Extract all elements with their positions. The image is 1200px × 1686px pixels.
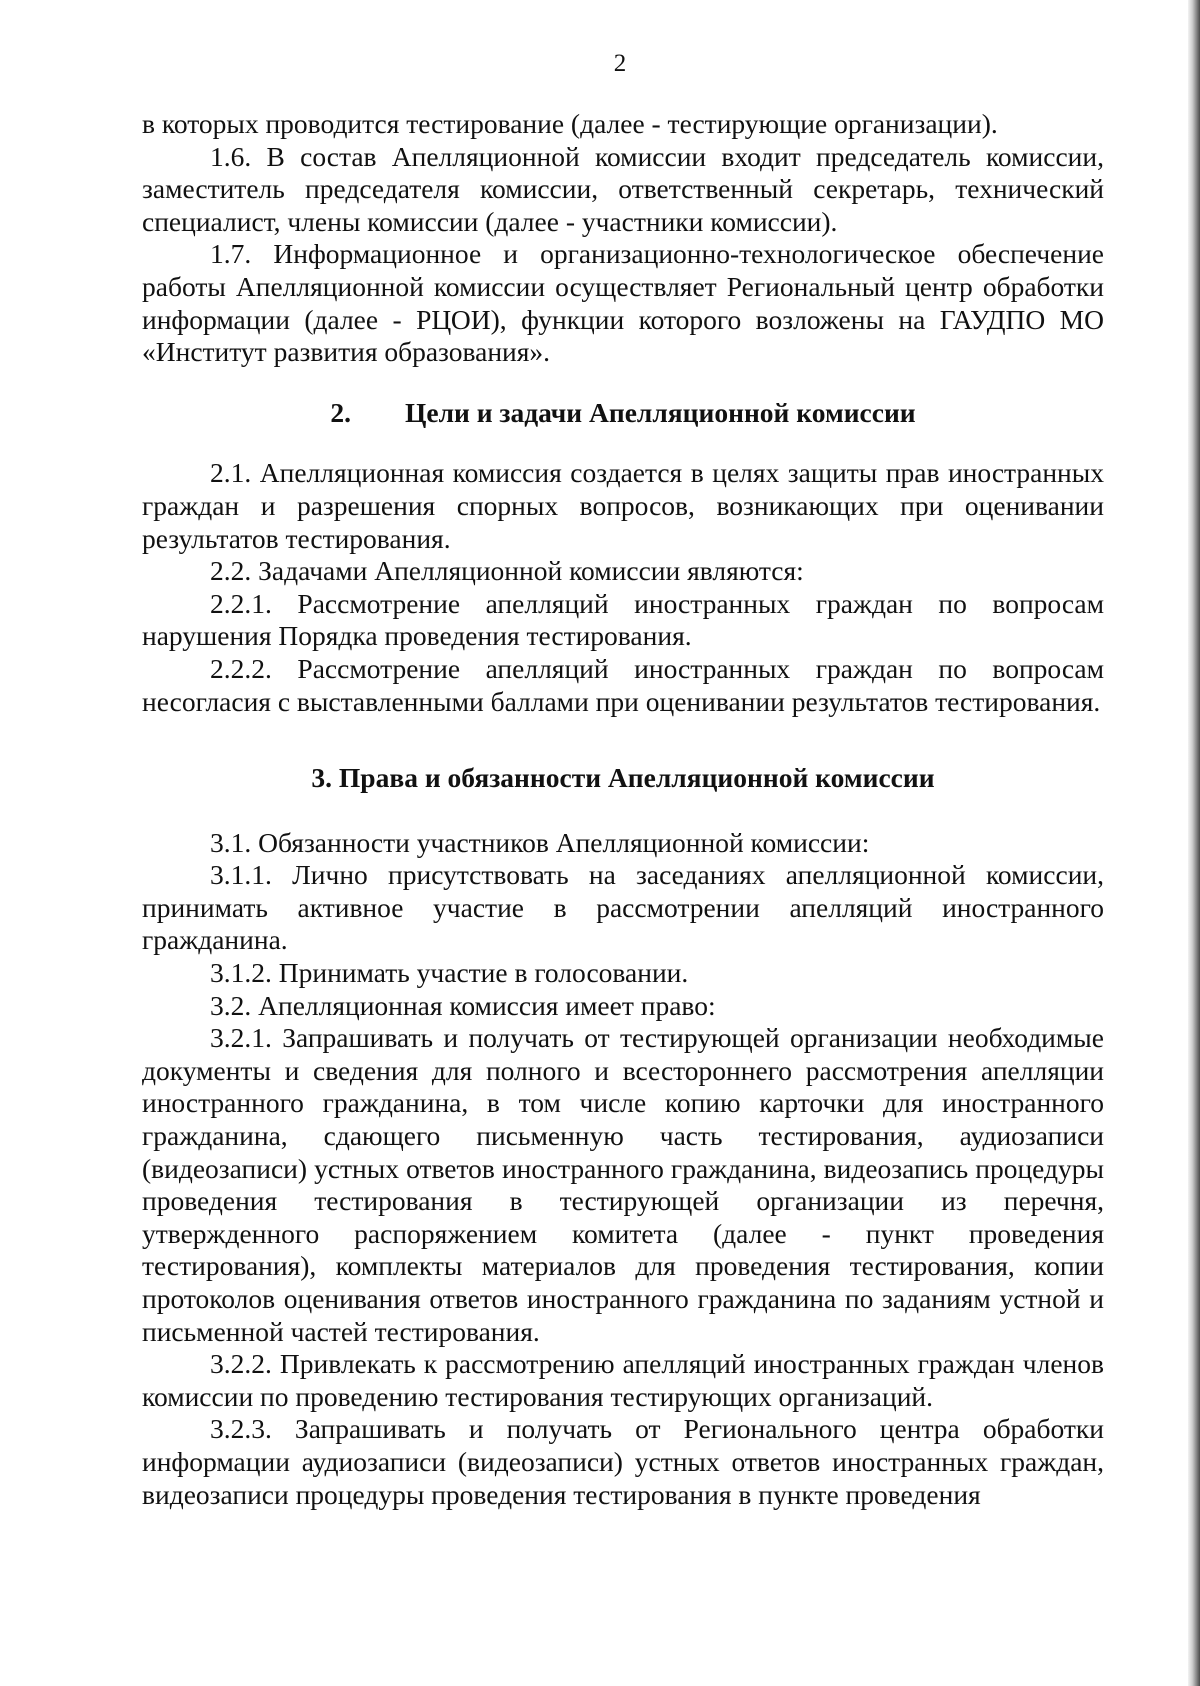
section-3-heading: 3. Права и обязанности Апелляционной комиссии: [311, 762, 935, 794]
paragraph-2-2-2: 2.2.2. Рассмотрение апелляций иностранных граждан по вопросам несогласия с выставленными баллами при оценивании результатов тестирования.: [142, 652, 1104, 717]
paragraph-1-7: 1.7. Информационное и организационно-технологическое обеспечение работы Апелляционной комиссии осуществляет Региональный центр обработки информации (далее - РЦОИ), функции которого возложены на ГАУДПО МО «Институт развития образования».: [142, 238, 1104, 368]
paragraph-3-2-3: 3.2.3. Запрашивать и получать от Регионального центра обработки информации аудиозаписи (видеозаписи) устных ответов иностранных граждан, видеозаписи процедуры проведения тестирования в пункте проведения: [142, 1413, 1104, 1510]
paragraph-3-1-1: 3.1.1. Лично присутствовать на заседаниях апелляционной комиссии, принимать активное участие в рассмотрении апелляций иностранного гражданина.: [142, 859, 1104, 956]
scan-edge-shadow: [1188, 0, 1200, 1686]
paragraph-2-2-1: 2.2.1. Рассмотрение апелляций иностранных граждан по вопросам нарушения Порядка проведения тестирования.: [142, 587, 1104, 652]
section-2-heading: [142, 397, 1104, 430]
paragraph-3-1-2: 3.1.2. Принимать участие в голосовании.: [210, 957, 689, 989]
section-2-number: 2.: [330, 396, 351, 428]
paragraph-3-1: 3.1. Обязанности участников Апелляционной комиссии:: [210, 826, 870, 858]
paragraph-3-2-2: 3.2.2. Привлекать к рассмотрению апелляций иностранных граждан членов комиссии по проведению тестирования тестирующих организаций.: [142, 1348, 1104, 1412]
document-body: [142, 108, 1104, 1511]
paragraph-1-6: 1.6. В состав Апелляционной комиссии входит председатель комиссии, заместитель председателя комиссии, ответственный секретарь, технический специалист, члены комиссии (далее - участники комиссии).: [142, 140, 1104, 237]
paragraph-2-1: 2.1. Апелляционная комиссия создается в целях защиты прав иностранных граждан и разрешения спорных вопросов, возникающих при оценивании результатов тестирования.: [142, 457, 1104, 554]
paragraph-3-2: 3.2. Апелляционная комиссия имеет право:: [210, 989, 716, 1021]
paragraph-continuation: в которых проводится тестирование (далее - тестирующие организации).: [142, 108, 998, 139]
section-2-title: Цели и задачи Апелляционной комиссии: [404, 396, 916, 428]
paragraph-2-2: 2.2. Задачами Апелляционной комиссии являются:: [210, 555, 804, 587]
paragraph-3-2-1: 3.2.1. Запрашивать и получать от тестирующей организации необходимые документы и сведения для полного и всестороннего рассмотрения апелляции иностранного гражданина, в том числе копию карточки для иностранного гражданина, сдающего письменную часть тестирования, аудиозаписи (видеозаписи) устных ответов иностранного гражданина, видеозапись процедуры проведения тестирования в тестирующей организации из перечня, утвержденного распоряжением комитета (далее - пункт проведения тестирования), комплекты материалов для проведения тестирования, копии протоколов оценивания ответов иностранного гражданина по заданиям устной и письменной частей тестирования.: [142, 1022, 1104, 1347]
page-number: 2: [613, 50, 627, 77]
